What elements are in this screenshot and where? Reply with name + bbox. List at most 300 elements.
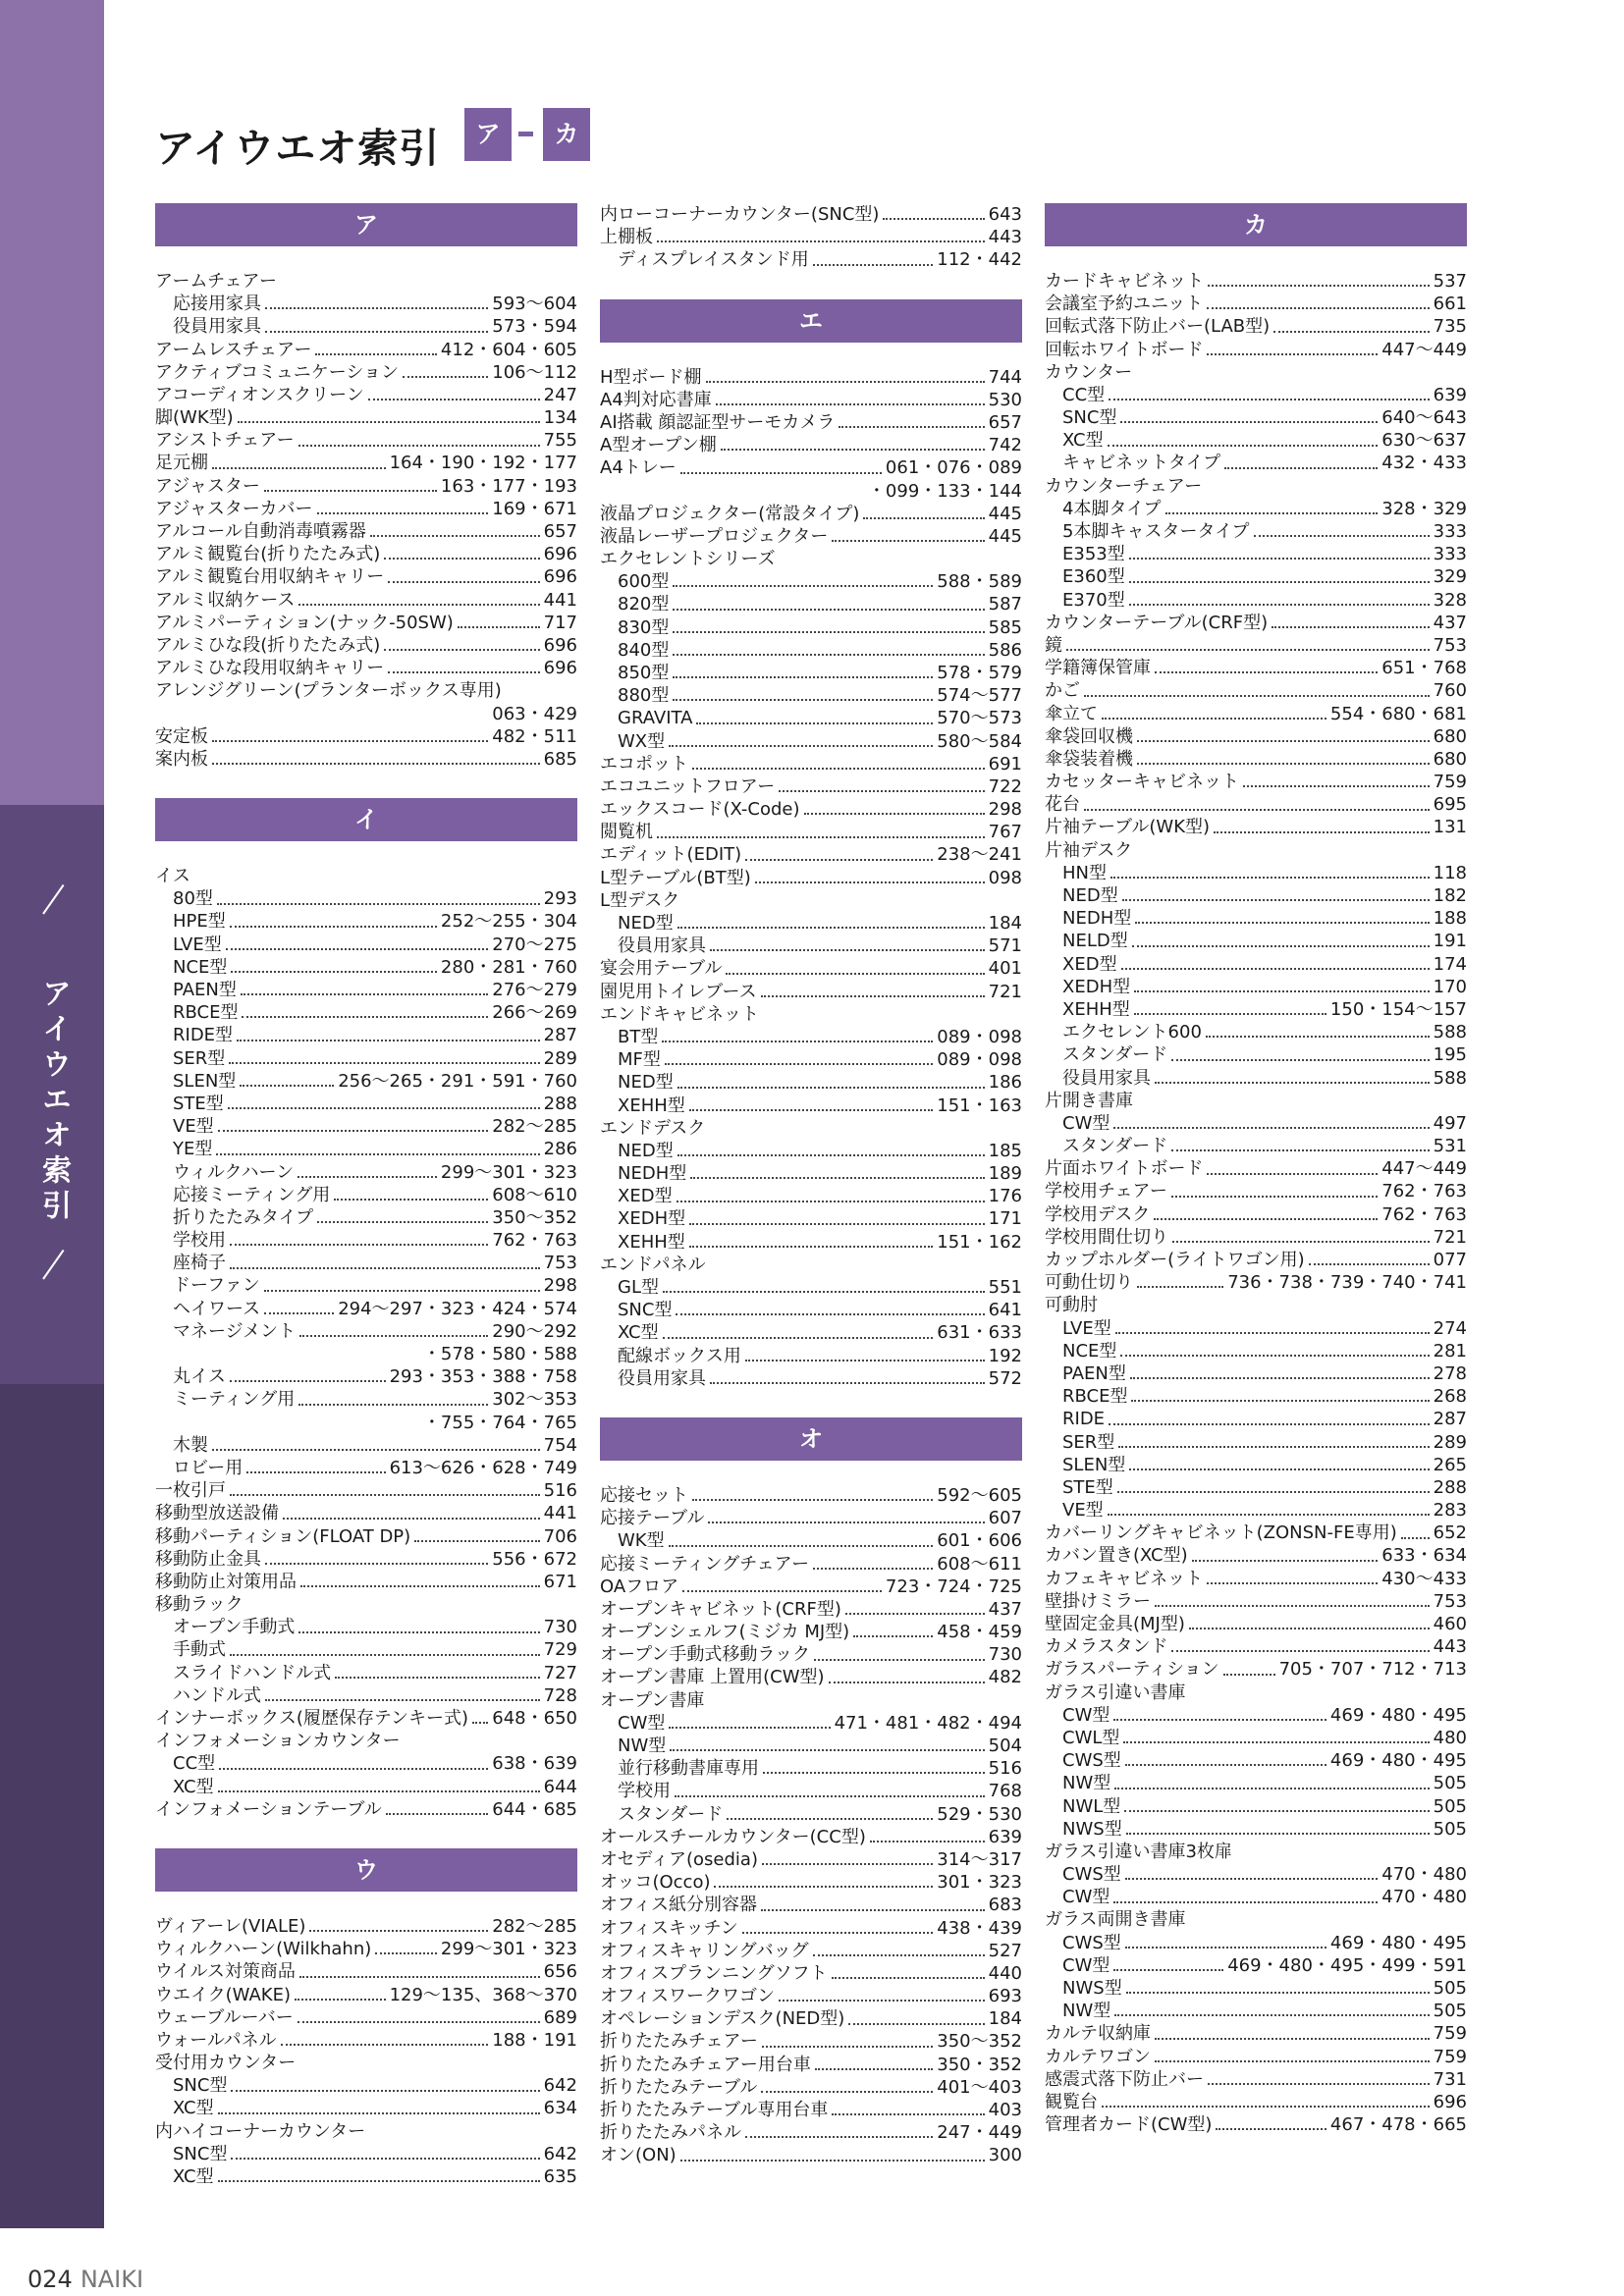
dot-leader <box>1214 831 1430 833</box>
section-spacer <box>155 771 577 798</box>
entry-pages: 644 <box>543 1776 577 1797</box>
entry-label: アルコール自動消毒噴霧器 <box>155 521 366 543</box>
index-subentry <box>1045 429 1467 452</box>
entry-label: 液晶プロジェクター(常設タイプ) <box>600 503 860 524</box>
entry-label: XEDH型 <box>1062 976 1131 997</box>
dot-leader <box>388 671 539 673</box>
entry-label: 一枚引戸 <box>155 1480 226 1502</box>
entry-label: アルミひな段用収納キャリー <box>155 658 385 679</box>
entry-pages: 482 <box>988 1667 1022 1688</box>
entry-pages: 706 <box>543 1525 577 1547</box>
dot-leader <box>662 1041 933 1042</box>
entry-pages: 470・480 <box>1381 1864 1467 1886</box>
dot-leader <box>1121 968 1430 970</box>
index-subentry <box>600 934 1022 957</box>
entry-pages: 460 <box>1433 1614 1467 1635</box>
entry-pages: 440 <box>988 1962 1022 1984</box>
entry-pages: 721 <box>1433 1226 1467 1248</box>
entry-pages: 657 <box>988 411 1022 433</box>
entry-pages: 238〜241 <box>937 844 1022 866</box>
entry-label: XC型 <box>173 2098 214 2119</box>
dot-leader <box>335 1677 540 1679</box>
dot-leader <box>230 1654 540 1656</box>
entry-pages: 438・439 <box>937 1917 1022 1939</box>
index-subentry <box>155 1024 577 1046</box>
entry-label: スタンダード <box>1062 1136 1168 1157</box>
dot-leader <box>1223 1674 1275 1676</box>
dot-leader <box>689 1223 985 1225</box>
index-entry <box>600 1575 1022 1598</box>
entry-pages: 588 <box>1433 1067 1467 1089</box>
index-subentry <box>600 1299 1022 1321</box>
index-subentry <box>600 1095 1022 1117</box>
dot-leader <box>853 1635 933 1637</box>
index-subentry <box>600 1712 1022 1735</box>
entry-pages: 301・323 <box>937 1872 1022 1894</box>
index-subentry <box>155 1229 577 1252</box>
dot-leader <box>665 1063 933 1065</box>
index-subentry <box>155 1639 577 1662</box>
entry-pages: 412・604・605 <box>440 339 577 360</box>
dot-leader <box>829 1682 985 1683</box>
entry-pages: 527 <box>988 1940 1022 1961</box>
entry-pages: 696 <box>1433 2091 1467 2112</box>
dot-leader <box>690 1177 984 1179</box>
index-subentry <box>600 1185 1022 1207</box>
entry-label: SNC型 <box>1062 407 1117 429</box>
entry-label: オペレーションデスク(NED型) <box>600 2008 845 2030</box>
dot-leader <box>677 1201 985 1202</box>
index-entry <box>1045 657 1467 679</box>
section-header: イ <box>155 798 577 841</box>
entry-pages: 278 <box>1433 1362 1467 1384</box>
entry-pages: 580〜584 <box>937 730 1022 752</box>
index-entry <box>155 1502 577 1524</box>
entry-pages: 333 <box>1433 544 1467 565</box>
entry-label: RBCE型 <box>173 1002 239 1024</box>
entry-pages: 151・163 <box>937 1095 1022 1116</box>
entry-pages: 171 <box>988 1208 1022 1230</box>
entry-pages: 188 <box>1433 908 1467 930</box>
index-entry <box>155 1707 577 1730</box>
entry-label: 850型 <box>618 662 670 683</box>
index-entry <box>600 1940 1022 1962</box>
entry-pages: 195 <box>1433 1044 1467 1066</box>
entry-pages: 329 <box>1433 566 1467 588</box>
entry-label: 観覧台 <box>1045 2091 1098 2112</box>
index-entry <box>155 2052 577 2074</box>
index-entry <box>155 406 577 429</box>
section-header: カ <box>1045 203 1467 246</box>
entry-pages: 696 <box>543 566 577 588</box>
index-entry <box>600 1553 1022 1575</box>
entry-label: 折りたたみテーブル <box>600 2076 758 2098</box>
entry-label: SER型 <box>173 1047 226 1069</box>
entry-pages: 608〜611 <box>937 1553 1022 1575</box>
dot-leader <box>1126 1992 1430 1994</box>
dot-leader <box>673 699 933 701</box>
index-entry <box>1045 1568 1467 1590</box>
index-subentry <box>155 911 577 934</box>
entry-pages: 640〜643 <box>1381 407 1467 429</box>
index-entry <box>600 525 1022 548</box>
dot-leader <box>1123 1741 1429 1743</box>
entry-label: ヴィアーレ(VIALE) <box>155 1915 306 1937</box>
dot-leader <box>315 353 436 355</box>
entry-pages: 735 <box>1433 316 1467 338</box>
entry-label: XED型 <box>618 1186 673 1207</box>
entry-pages: 282〜285 <box>492 1116 577 1138</box>
entry-pages: 638・639 <box>492 1753 577 1775</box>
entry-label: オープン手動式 <box>173 1617 296 1638</box>
dot-leader <box>230 1380 386 1382</box>
dot-leader <box>1113 1127 1429 1129</box>
index-entry <box>1045 839 1467 862</box>
entry-label: 花台 <box>1045 794 1080 816</box>
entry-pages: 471・481・482・494 <box>834 1712 1022 1734</box>
entry-pages: 762・763 <box>1381 1181 1467 1202</box>
index-subentry <box>155 1275 577 1298</box>
index-subentry <box>1045 1317 1467 1340</box>
dot-leader <box>762 2046 933 2048</box>
index-entry <box>600 2076 1022 2099</box>
dot-leader <box>375 1952 437 1954</box>
dot-leader <box>1273 331 1429 333</box>
entry-pages: 537 <box>1433 270 1467 292</box>
entry-pages: 639 <box>1433 384 1467 405</box>
entry-label: NCE型 <box>1062 1340 1117 1362</box>
entry-label: 折りたたみタイプ <box>173 1206 314 1228</box>
index-entry <box>600 867 1022 889</box>
entry-pages: 571 <box>988 935 1022 957</box>
entry-pages: 112・442 <box>937 249 1022 271</box>
index-entry <box>1045 270 1467 293</box>
index-entry <box>1045 1635 1467 1658</box>
entry-pages: 685 <box>543 748 577 770</box>
entry-label: 上棚板 <box>600 227 653 248</box>
entry-label: XEDH型 <box>618 1208 686 1230</box>
entry-pages: 573・594 <box>492 316 577 338</box>
entry-pages: 505 <box>1433 1978 1467 2000</box>
index-entry <box>1045 1613 1467 1635</box>
index-subentry <box>600 1803 1022 1826</box>
index-column-1 <box>155 203 577 2188</box>
entry-label: 片袖テーブル(WK型) <box>1045 817 1211 838</box>
entry-label: アクティブコミュニケーション <box>155 361 400 383</box>
index-subentry <box>1045 1863 1467 1886</box>
dot-leader <box>673 631 984 633</box>
index-entry <box>155 270 577 293</box>
index-entry <box>1045 475 1467 498</box>
entry-label: 役員用家具 <box>173 316 261 338</box>
index-entry <box>600 1507 1022 1529</box>
index-subentry <box>1045 2000 1467 2022</box>
entry-label: SER型 <box>1062 1431 1115 1453</box>
entry-pages: 759 <box>1433 2046 1467 2067</box>
entry-label: カルテワゴン <box>1045 2046 1151 2067</box>
entry-label: 閲覧机 <box>600 822 653 843</box>
index-subentry <box>1045 1772 1467 1794</box>
dot-leader <box>680 472 882 474</box>
entry-label: NW型 <box>1062 2001 1111 2022</box>
entry-label: ウィルクハーン <box>173 1161 295 1183</box>
index-entry <box>1045 1203 1467 1226</box>
dot-leader <box>368 399 540 400</box>
dot-leader <box>218 2180 540 2182</box>
entry-pages: 730 <box>543 1617 577 1638</box>
dot-leader <box>1125 1878 1378 1880</box>
entry-pages: 608〜610 <box>492 1184 577 1205</box>
entry-pages: 188・191 <box>492 2029 577 2051</box>
dot-leader <box>673 585 933 587</box>
entry-pages: 293・353・388・758 <box>389 1366 577 1388</box>
index-entry <box>600 226 1022 248</box>
dot-leader <box>1155 2060 1430 2062</box>
entry-pages: 283 <box>1433 1500 1467 1522</box>
dot-leader <box>814 1659 985 1661</box>
index-subentry <box>1045 1749 1467 1772</box>
entry-pages: 458・459 <box>937 1622 1022 1643</box>
entry-pages: 717 <box>543 612 577 633</box>
dot-leader <box>1115 1332 1430 1334</box>
entry-label: STE型 <box>173 1093 224 1114</box>
entry-pages: 648・650 <box>492 1708 577 1730</box>
index-subentry <box>1045 930 1467 952</box>
entry-label: ウィルクハーン(Wilkhahn) <box>155 1939 372 1960</box>
index-subentry <box>1045 520 1467 543</box>
dot-leader <box>716 403 985 405</box>
index-subentry <box>1045 1727 1467 1749</box>
entry-label: H型ボード棚 <box>600 366 702 388</box>
dot-leader <box>745 1360 985 1362</box>
index-entry <box>600 844 1022 867</box>
section-header: オ <box>600 1417 1022 1461</box>
entry-pages: 274 <box>1433 1317 1467 1339</box>
entry-label: エンドパネル <box>600 1254 706 1275</box>
entry-label: 丸イス <box>173 1366 226 1388</box>
index-entry <box>155 429 577 452</box>
entry-label: 830型 <box>618 616 670 638</box>
entry-label: 応接テーブル <box>600 1508 705 1529</box>
entry-pages: 445 <box>988 525 1022 547</box>
index-subentry <box>155 1161 577 1184</box>
entry-pages: 642 <box>543 2075 577 2097</box>
index-entry <box>155 1593 577 1616</box>
index-entry <box>155 520 577 543</box>
entry-label: オールスチールカウンター(CC型) <box>600 1826 866 1847</box>
entry-label: エコユニットフロアー <box>600 775 776 797</box>
index-subentry <box>1045 884 1467 907</box>
dot-leader <box>1102 718 1326 720</box>
entry-label: 折りたたみチェアー用台車 <box>600 2054 811 2075</box>
index-entry <box>600 1826 1022 1848</box>
index-subentry <box>600 1735 1022 1757</box>
entry-label: RIDE型 <box>173 1025 234 1046</box>
index-subentry <box>155 2074 577 2097</box>
dot-leader <box>804 813 985 815</box>
entry-pages: 696 <box>543 634 577 656</box>
entry-label: アルミひな段(折りたたみ式) <box>155 634 381 656</box>
entry-pages: 505 <box>1433 1818 1467 1840</box>
index-entry <box>155 361 577 384</box>
dot-leader <box>384 649 539 651</box>
entry-label: 折りたたみチェアー <box>600 2031 758 2053</box>
entry-pages: 089・098 <box>937 1049 1022 1071</box>
dot-leader <box>669 1727 830 1729</box>
index-subentry <box>600 707 1022 729</box>
entry-pages: 633・634 <box>1381 1545 1467 1567</box>
entry-pages: 437 <box>1433 612 1467 633</box>
entry-pages: 089・098 <box>937 1026 1022 1047</box>
entry-label: LVE型 <box>1062 1317 1111 1339</box>
entry-label: 学校用デスク <box>1045 1203 1151 1225</box>
entry-label: VE型 <box>173 1116 214 1138</box>
dot-leader <box>1224 467 1378 469</box>
index-entry <box>1045 1590 1467 1613</box>
entry-pages: 184 <box>988 2008 1022 2030</box>
dot-leader <box>1192 1560 1379 1562</box>
dot-leader <box>229 1062 539 1064</box>
dot-leader <box>726 973 984 975</box>
entry-label: BT型 <box>618 1026 659 1047</box>
index-subentry <box>155 1070 577 1093</box>
dot-leader <box>309 1930 488 1932</box>
entry-pages: 170 <box>1433 976 1467 997</box>
index-subentry <box>600 616 1022 639</box>
range-tab-to: カ <box>543 108 590 161</box>
entry-pages: 288 <box>543 1093 577 1114</box>
entry-pages: 118 <box>1433 862 1467 883</box>
dot-leader <box>1134 1013 1326 1015</box>
dot-leader <box>706 381 985 383</box>
index-subentry <box>600 570 1022 593</box>
entry-label: CWS型 <box>1062 1932 1121 1953</box>
index-subentry <box>155 1388 577 1411</box>
index-entry <box>600 503 1022 525</box>
entry-pages: 516 <box>988 1758 1022 1780</box>
dot-leader <box>241 993 488 995</box>
entry-label: ガラス両開き書庫 <box>1045 1909 1186 1931</box>
page-footer <box>27 2266 143 2293</box>
dot-leader <box>1137 763 1430 765</box>
index-subentry <box>1045 1408 1467 1430</box>
entry-label: CW型 <box>1062 1954 1110 1976</box>
index-entry <box>1045 1545 1467 1568</box>
entry-pages: 077 <box>1433 1250 1467 1271</box>
index-subentry <box>1045 589 1467 612</box>
dot-leader <box>212 467 386 469</box>
dot-leader <box>1125 1947 1326 1949</box>
entry-pages: 266〜269 <box>492 1002 577 1024</box>
index-subentry <box>600 1208 1022 1231</box>
index-entry <box>1045 2068 1467 2091</box>
entry-label: 880型 <box>618 685 670 707</box>
entry-pages: 276〜279 <box>492 980 577 1001</box>
index-subentry <box>600 1026 1022 1048</box>
entry-pages: 578・579 <box>937 662 1022 683</box>
entry-pages: 554・680・681 <box>1329 703 1467 724</box>
entry-pages: 736・738・739・740・741 <box>1227 1272 1467 1294</box>
entry-label: アルミ観覧台用収納キャリー <box>155 566 385 588</box>
dot-leader <box>1129 1468 1429 1470</box>
entry-label: ガラスパーティション <box>1045 1659 1219 1681</box>
entry-label: L型テーブル(BT型) <box>600 867 751 888</box>
dot-leader <box>863 517 984 519</box>
entry-pages: 731 <box>1433 2068 1467 2090</box>
index-entry <box>1045 679 1467 702</box>
entry-label: 回転ホワイトボード <box>1045 339 1204 360</box>
dot-leader <box>813 1954 985 1956</box>
index-subentry <box>1045 498 1467 520</box>
index-entry <box>155 612 577 634</box>
entry-label: アルミ収納ケース <box>155 589 296 611</box>
entry-label: XEHH型 <box>618 1095 685 1116</box>
index-entry <box>1045 817 1467 839</box>
entry-label: NW型 <box>1062 1773 1111 1794</box>
dot-leader <box>1130 1377 1430 1379</box>
dot-leader <box>1207 1173 1378 1175</box>
index-entry <box>155 565 577 588</box>
entry-pages: 601・606 <box>937 1530 1022 1552</box>
dot-leader <box>1126 1833 1430 1835</box>
entry-label: オフィスキャリングバッグ <box>600 1940 809 1961</box>
index-subentry <box>1045 998 1467 1021</box>
dot-leader <box>1120 421 1378 423</box>
index-subentry <box>600 1140 1022 1162</box>
entry-label: 5本脚キャスタータイプ <box>1062 521 1250 543</box>
dot-leader <box>1113 1969 1223 1971</box>
entry-label: イス <box>155 866 190 887</box>
entry-label: NWS型 <box>1062 1818 1122 1840</box>
index-subentry <box>155 1457 577 1479</box>
entry-pages: 447〜449 <box>1381 1158 1467 1180</box>
range-dash <box>518 132 533 136</box>
dot-leader <box>317 1221 488 1223</box>
entry-label: オフィス紙分別容器 <box>600 1895 758 1916</box>
index-subentry <box>600 1321 1022 1344</box>
entry-label: アコーディオンスクリーン <box>155 384 364 405</box>
dot-leader <box>663 1337 934 1339</box>
index-entry <box>155 1571 577 1593</box>
dot-leader <box>745 2136 933 2138</box>
index-subentry <box>600 1757 1022 1780</box>
index-entry <box>1045 315 1467 338</box>
entry-pages: 401〜403 <box>937 2076 1022 2098</box>
entry-label: 片開き書庫 <box>1045 1090 1133 1111</box>
entry-label: オフィスワークワゴン <box>600 1986 776 2007</box>
entry-pages: 642 <box>543 2143 577 2164</box>
index-subentry <box>600 1231 1022 1254</box>
index-subentry <box>155 1138 577 1160</box>
index-subentry <box>155 1365 577 1388</box>
index-entry <box>600 411 1022 434</box>
entry-pages: 182 <box>1433 885 1467 907</box>
index-subentry <box>155 1001 577 1024</box>
dot-leader <box>1171 1149 1429 1151</box>
index-entry <box>1045 1294 1467 1316</box>
dot-leader <box>676 1313 984 1315</box>
entry-label: NED型 <box>618 1072 674 1094</box>
index-subentry <box>1045 907 1467 930</box>
dot-leader <box>1137 740 1430 742</box>
entry-pages: 696 <box>543 544 577 565</box>
dot-leader <box>334 1199 488 1201</box>
index-entry <box>1045 2022 1467 2045</box>
index-entry <box>600 1848 1022 1871</box>
dot-leader <box>761 995 985 997</box>
entry-label: 応接ミーティングチェアー <box>600 1553 810 1575</box>
entry-label: 並行移動書庫専用 <box>618 1758 759 1780</box>
